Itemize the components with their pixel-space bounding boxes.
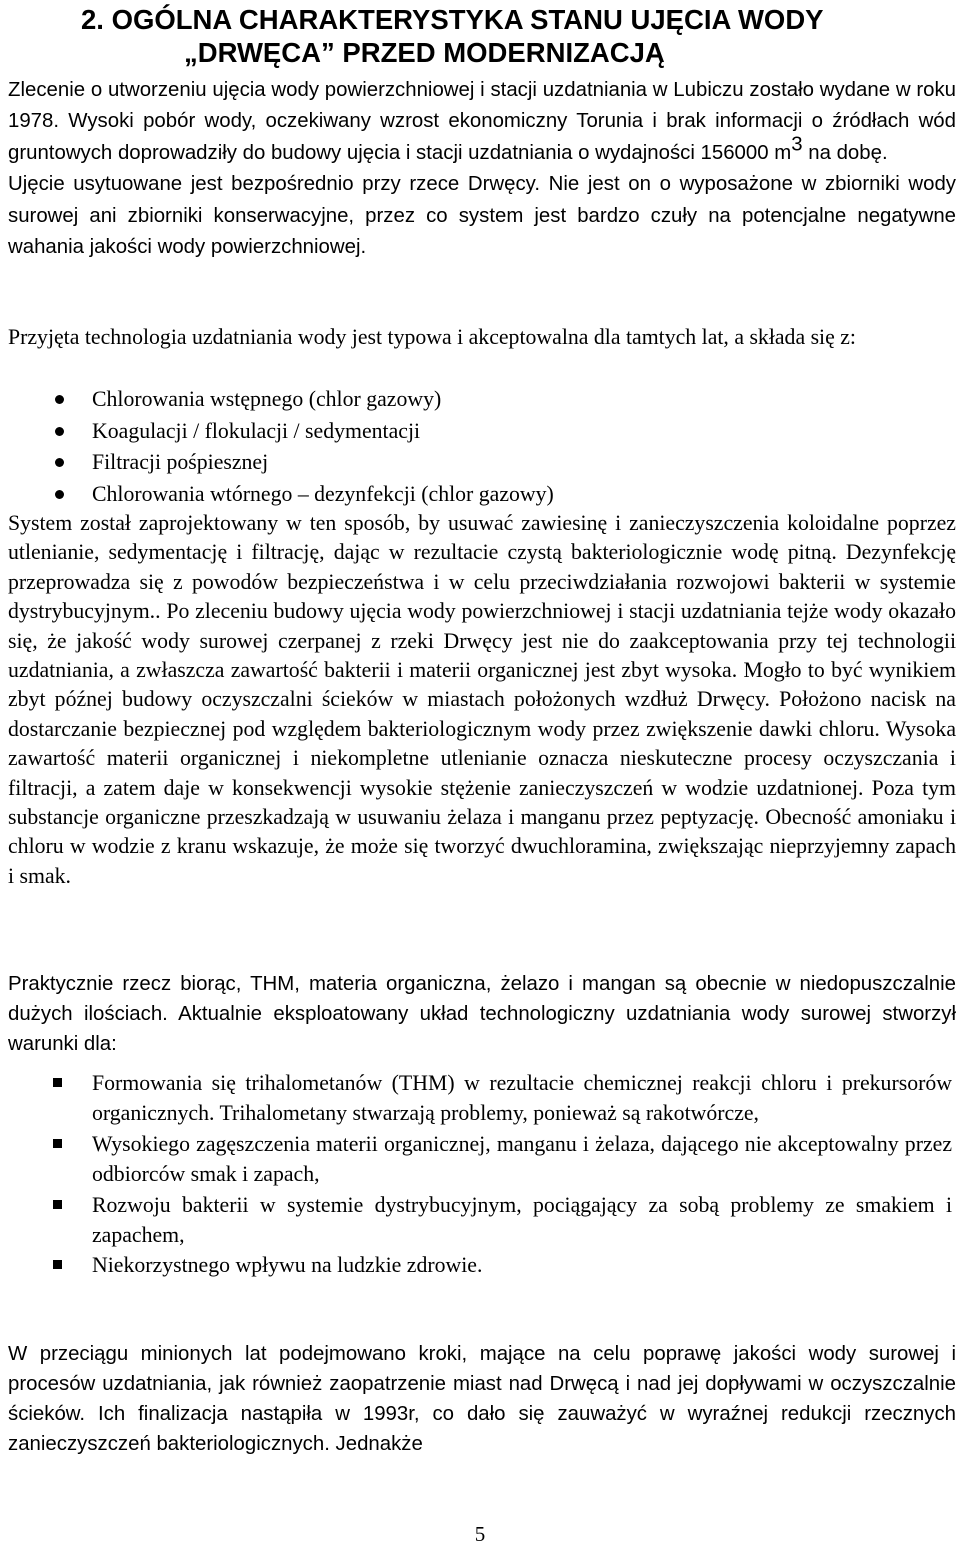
list-item bbox=[0, 416, 960, 448]
treatment-steps-list bbox=[0, 384, 960, 510]
section-heading-line-1: 2. OGÓLNA CHARAKTERYSTYKA STANU UJĘCIA WODY bbox=[81, 4, 824, 35]
bullet-dot-icon bbox=[55, 395, 64, 404]
list-item-text: Formowania się trihalometanów (THM) w rezultacie chemicznej reakcji chloru i prekursorów organicznych. Trihalometany stwarzają problemy, ponieważ są rakotwórcze, bbox=[92, 1071, 952, 1126]
list-item bbox=[0, 479, 960, 511]
list-item-text: Chlorowania wtórnego – dezynfekcji (chlor gazowy) bbox=[92, 481, 554, 506]
list-item-text: Filtracji pośpiesznej bbox=[92, 450, 269, 474]
list-item bbox=[0, 384, 960, 416]
list-item-text: Wysokiego zagęszczenia materii organicznej, manganu i żelaza, dającego nie akceptowalny przez odbiorców smak i zapach, bbox=[92, 1131, 952, 1187]
list-item bbox=[0, 447, 960, 479]
list-item-text: Chlorowania wstępnego (chlor gazowy) bbox=[92, 387, 442, 411]
page-number: 5 bbox=[474, 1522, 486, 1546]
bullet-square-icon bbox=[53, 1200, 62, 1209]
technology-paragraph: Przyjęta technologia uzdatniania wody jest typowa i akceptowalna dla tamtych lat, a składa się z: bbox=[8, 325, 856, 349]
list-item bbox=[0, 1129, 960, 1190]
bullet-square-icon bbox=[53, 1139, 62, 1148]
list-item bbox=[0, 1068, 960, 1129]
bullet-square-icon bbox=[53, 1078, 62, 1087]
conditions-list bbox=[0, 1068, 960, 1281]
closing-paragraph: W przeciągu minionych lat podejmowano kroki, mające na celu poprawę jakości wody surowej i procesów uzdatniania, jak również zaopatrzenie miast nad Drwęcą i nad jej dopływami w oczyszczalnie ścieków. Ich finalizacja nastąpiła w 1993r, co dało się zauważyć w wyraźnej redukcji rzecznych zanieczyszczeń bakteriologicznych. Jednakże bbox=[8, 1343, 956, 1455]
list-item-text: Niekorzystnego wpływu na ludzkie zdrowie. bbox=[92, 1253, 483, 1278]
list-item bbox=[0, 1190, 960, 1251]
section-heading-line-2: „DRWĘCA” PRZED MODERNIZACJĄ bbox=[184, 37, 665, 68]
intake-location-text: Ujęcie usytuowane jest bezpośrednio przy rzece Drwęcy. Nie jest on o wyposażone w zbiorniki wody surowej ani zbiorniki konserwacyjne, przez co system jest bardzo czuły na potencjalne negatywne wahania jakości wody powierzchniowej. bbox=[8, 173, 956, 259]
intro-paragraph bbox=[8, 74, 956, 262]
cubic-superscript: 3 bbox=[791, 133, 803, 156]
list-item bbox=[0, 1250, 960, 1280]
practical-paragraph: Praktycznie rzecz biorąc, THM, materia organiczna, żelazo i mangan są obecnie w niedopuszczalnie dużych ilościach. Aktualnie eksploatowany układ technologiczny uzdatniania wody surowej stworzył warunki dla: bbox=[8, 973, 956, 1056]
list-item-text: Koagulacji / flokulacji / sedymentacji bbox=[92, 418, 421, 443]
bullet-dot-icon bbox=[55, 458, 64, 467]
system-paragraph: System został zaprojektowany w ten sposób, by usuwać zawiesinę i zanieczyszczenia koloidalne poprzez utlenianie, sedymentację i filtrację, dając w rezultacie czystą bakteriologicznie wodę pitną. Dezynfekcję przeprowadza się z powodów bezpieczeństwa i w celu przeciwdziałania rozwojowi bakterii w systemie dystrybucyjnym.. Po zleceniu budowy ujęcia wody powierzchniowej i stacji uzdatniania tejże wody okazało się, że jakość wody surowej czerpanej z rzeki Drwęcy jest nie do zaakceptowania przy tej technologii uzdatniania, a zwłaszcza zawartość bakterii i materii organicznej jest zbyt wysoka. Mogło to być wynikiem zbyt późnej budowy oczyszczalni ścieków w miastach położonych wzdłuż Drwęcy. Położono nacisk na dostarczanie bezpiecznej pod względem bakteriologicznym wody przez zwiększenie dawki chloru. Wysoka zawartość materii organicznej i niekompletne utlenianie oznacza nieskuteczne procesy oczyszczania i filtracji, a zatem daje w konsekwencji wysokie stężenie zanieczyszczeń w wodzie uzdatnionej. Poza tym substancje organiczne przeszkadzają w usuwaniu żelaza i manganu przez peptyzację. Obecność amoniaku i chloru w wodzie z kranu wskazuje, że może się tworzyć dwuchloramina, zwiększając nieprzyjemny zapach i smak. bbox=[8, 511, 956, 888]
bullet-dot-icon bbox=[55, 427, 64, 436]
intro-text-part-1: Zlecenie o utworzeniu ujęcia wody powierzchniowej i stacji uzdatniania w Lubiczu zostało wydane w roku 1978. Wysoki pobór wody, oczekiwany wzrost ekonomiczny Torunia i brak informacji o źródłach wód gruntowych doprowadziły do budowy ujęcia i stacji uzdatniania o wydajności 156000 m bbox=[8, 79, 956, 164]
intro-text-part-2: na dobę. bbox=[802, 141, 888, 164]
list-item-text: Rozwoju bakterii w systemie dystrybucyjnym, pociągający za sobą problemy ze smakiem i zapachem, bbox=[92, 1192, 952, 1248]
bullet-dot-icon bbox=[55, 490, 64, 499]
bullet-square-icon bbox=[53, 1260, 62, 1269]
